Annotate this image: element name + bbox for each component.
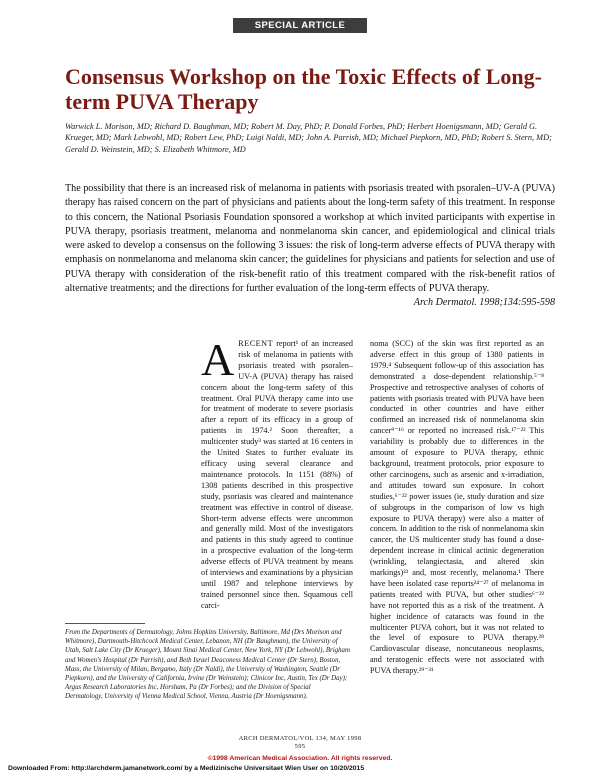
drop-cap: A xyxy=(201,334,235,385)
download-notice: Downloaded From: http://archderm.jamanetwork.com/ by a Medizinische Universitaet Wien User on 10/20/2015 xyxy=(8,765,365,772)
body-column-right: noma (SCC) of the skin was first reported as an adverse effect in this group of 1380 patients in 1979.⁴ Subsequent follow-up of this association has demonstrated a dose-dependent relationship.⁵⁻⁸ Prospective and retrospective analyses of cohorts of patients with psoriasis treated with PUVA have been conducted in other countries and have either confirmed an increased risk of nonmelanoma skin cancer⁹⁻¹⁶ or reported no increased risk.¹⁷⁻²² This variability is probably due to differences in the amount of exposure to PUVA therapy, ethnic background, treatment protocols, prior exposure to other carcinogens, such as arsenic and x-irradiation, and attitudes toward sun exposure. In cohort studies,⁶⁻²² power issues (ie, study duration and size of subgroups in the comparison of low vs high exposure to PUVA therapy) were also a matter of concern. In addition to the risk of nonmelanoma skin cancer, the US multicenter study has found a dose-dependent increase in clinical actinic degeneration (wrinkling, telangiectasia, and altered skin markings)²³ and, most recently, melanoma.¹ There have been isolated case reports²⁴⁻²⁷ of melanoma in patients treated with PUVA, but other studies⁶⁻²² have not reported this as a risk of the treatment. A higher incidence of cataracts was found in the multicenter PUVA cohort, but it was not related to the level of exposure to PUVA therapy.²⁸ Cardiovascular disease, noncutaneous neoplasms, and teratogenic effects were not associated with PUVA therapy.²⁹⁻³¹ xyxy=(370,339,544,676)
author-list: Warwick L. Morison, MD; Richard D. Baughman, MD; Robert M. Day, PhD; P. Donald Forbes, PhD; Herbert Hoenigsmann, MD; Gerald G. Krueger, MD; Mark Lebwohl, MD; Robert Lew, PhD; Luigi Naldi, MD; John A. Parrish, MD; Michael Piepkorn, MD, PhD; Robert S. Stern, MD; Gerald D. Weinstein, MD; S. Elizabeth Whitmore, MD xyxy=(65,122,552,154)
abstract xyxy=(65,182,555,311)
author-affiliations: From the Departments of Dermatology, Johns Hopkins University, Baltimore, Md (Drs Morison and Whitmore), Dartmouth-Hitchcock Medical Center, Lebanon, NH (Dr Baughman), the University of Utah, Salt Lake City (Dr Krueger), Mount Sinai Medical Center, New York, NY (Dr Lebwohl), Brigham and Women's Hospital (Dr Parrish), and Beth Israel Deaconess Medical Center (Dr Stern), Boston, Mass, the University of Milan, Bergamo, Italy (Dr Naldi), the University of Washington, Seattle (Dr Piepkorn), and the University of California, Irvine (Dr Weinstein); Clinicor Inc, Austin, Tex (Dr Day); Argus Research Laboratories Inc, Horsham, Pa (Dr Forbes); and the Division of Special Dermatology, University of Vienna Medical School, Vienna, Austria (Dr Hoenigsmann). xyxy=(65,629,350,701)
article-title: Consensus Workshop on the Toxic Effects of Long-term PUVA Therapy xyxy=(65,64,542,114)
abstract-text: The possibility that there is an increased risk of melanoma in patients with psoriasis treated with psoralen–UV-A (PUVA) therapy has raised concern on the part of physicians and patients about the long-term safety of this treatment. In response to this concern, the National Psoriasis Foundation sponsored a workshop at which invited participants with expertise in PUVA therapy, psoriasis treatment, melanoma and nonmelanoma skin cancer, and epidemiological and clinical trials were asked to develop a consensus on the following 3 issues: the risk of long-term adverse effects of PUVA therapy with emphasis on nonmelanoma and melanoma skin cancer; the guidelines for physicians and patients for selection and use of PUVA therapy with consideration of the risk-benefit ratio of this treatment compared with the risk-benefit ratios of alternative treatments; and the directions for further evaluation of the long-term effects of PUVA therapy. xyxy=(65,183,555,295)
body-column-left xyxy=(201,334,353,612)
journal-volume: ARCH DERMATOL/VOL 134, MAY 1998 xyxy=(238,735,362,742)
copyright-notice: ©1998 American Medical Association. All rights reserved. xyxy=(207,755,393,762)
article-type-label: SPECIAL ARTICLE xyxy=(233,18,367,33)
journal-footer xyxy=(180,735,420,751)
body-text-left: report¹ of an increased risk of melanoma in patients with psoriasis treated with psoralen–UV-A (PUVA) therapy has raised concern about the long-term safety of this treatment. Oral PUVA therapy came into use for treatment of moderate to severe psoriasis after a report of its efficacy in a group of patients in 1974.² Soon thereafter, a multicenter study³ was started at 16 centers in the United States to further evaluate its efficacy using several clearance and maintenance protocols. In 1151 (88%) of 1308 patients described in this prospective study, psoriasis was cleared and maintenance treatment was effective in control of disease. Short-term adverse effects were uncommon and generally mild. Most of the investigators and patients in this study agreed to continue in a prospective evaluation of the long-term adverse effects of PUVA treatment by means of interviews and examinations by a physician until 1987 and telephone interviews by trained personnel since then. Squamous cell carci- xyxy=(201,339,353,610)
journal-citation: Arch Dermatol. 1998;134:595-598 xyxy=(413,297,555,309)
footnote-divider xyxy=(65,623,145,624)
lead-word: RECENT xyxy=(238,339,274,348)
page-number: 595 xyxy=(294,743,306,750)
